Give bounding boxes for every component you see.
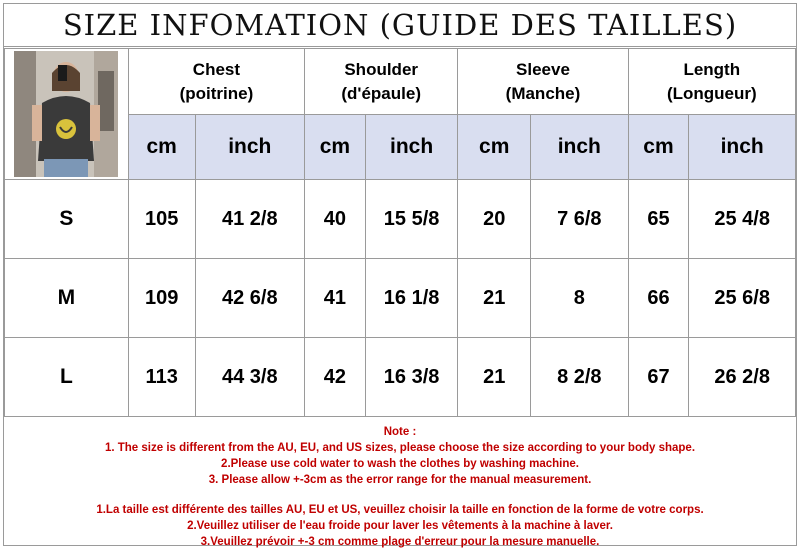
size-label: S <box>5 180 129 259</box>
unit-cm: cm <box>305 115 366 180</box>
chest-cm-value: 113 <box>128 338 195 417</box>
shoulder-cm-value: 40 <box>305 180 366 259</box>
shoulder-header: Shoulder (d'épaule) <box>305 49 458 115</box>
note-line-fr-2: 2.Veuillez utiliser de l'eau froide pour laver les vêtements à la machine à laver. <box>187 520 613 532</box>
size-table <box>4 48 796 417</box>
chart-title: SIZE INFOMATION (GUIDE DES TAILLES) <box>4 4 796 47</box>
length-cm-value: 65 <box>628 180 689 259</box>
length-cm-value: 67 <box>628 338 689 417</box>
note-line-fr-1: 1.La taille est différente des tailles AU, EU et US, veuillez choisir la taille en fonction de la forme de votre corps. <box>96 504 704 516</box>
size-label: L <box>5 338 129 417</box>
notes-heading: Note : <box>383 426 417 438</box>
product-photo <box>14 51 118 177</box>
shoulder-cm-value: 42 <box>305 338 366 417</box>
unit-inch: inch <box>365 115 458 180</box>
length-inch-value: 25 6/8 <box>689 259 796 338</box>
note-line-en-1: 1. The size is different from the AU, EU, and US sizes, please choose the size according to your body shape. <box>104 442 696 454</box>
unit-inch: inch <box>195 115 304 180</box>
shoulder-cm-value: 41 <box>305 259 366 338</box>
table-row <box>5 259 796 338</box>
unit-inch: inch <box>689 115 796 180</box>
chest-inch-value: 42 6/8 <box>195 259 304 338</box>
chest-cm-value: 105 <box>128 180 195 259</box>
unit-inch: inch <box>531 115 629 180</box>
sleeve-cm-value: 20 <box>458 180 531 259</box>
unit-cm: cm <box>628 115 689 180</box>
sleeve-inch-value: 7 6/8 <box>531 180 629 259</box>
note-line-en-3: 3. Please allow +-3cm as the error range for the manual measurement. <box>208 474 592 486</box>
chest-inch-value: 41 2/8 <box>195 180 304 259</box>
chest-inch-value: 44 3/8 <box>195 338 304 417</box>
sleeve-inch-value: 8 <box>531 259 629 338</box>
note-line-fr-3: 3.Veuillez prévoir +-3 cm comme plage d'erreur pour la mesure manuelle. <box>200 536 600 548</box>
shoulder-inch-value: 15 5/8 <box>365 180 458 259</box>
length-inch-value: 26 2/8 <box>689 338 796 417</box>
size-label: M <box>5 259 129 338</box>
unit-cm: cm <box>128 115 195 180</box>
length-inch-value: 25 4/8 <box>689 180 796 259</box>
notes-section <box>4 423 796 548</box>
sleeve-cm-value: 21 <box>458 259 531 338</box>
note-line-en-2: 2.Please use cold water to wash the clothes by washing machine. <box>221 458 579 470</box>
shoulder-inch-value: 16 1/8 <box>365 259 458 338</box>
model-illustration <box>14 51 118 177</box>
chest-header: Chest (poitrine) <box>128 49 304 115</box>
size-chart <box>3 3 797 546</box>
unit-cm: cm <box>458 115 531 180</box>
length-cm-value: 66 <box>628 259 689 338</box>
header-row <box>5 49 796 115</box>
chest-cm-value: 109 <box>128 259 195 338</box>
sleeve-header: Sleeve (Manche) <box>458 49 628 115</box>
sleeve-inch-value: 8 2/8 <box>531 338 629 417</box>
shoulder-inch-value: 16 3/8 <box>365 338 458 417</box>
sleeve-cm-value: 21 <box>458 338 531 417</box>
table-row <box>5 180 796 259</box>
table-row <box>5 338 796 417</box>
notes-spacer <box>4 488 796 502</box>
length-header: Length (Longueur) <box>628 49 795 115</box>
product-photo-cell <box>5 49 129 180</box>
